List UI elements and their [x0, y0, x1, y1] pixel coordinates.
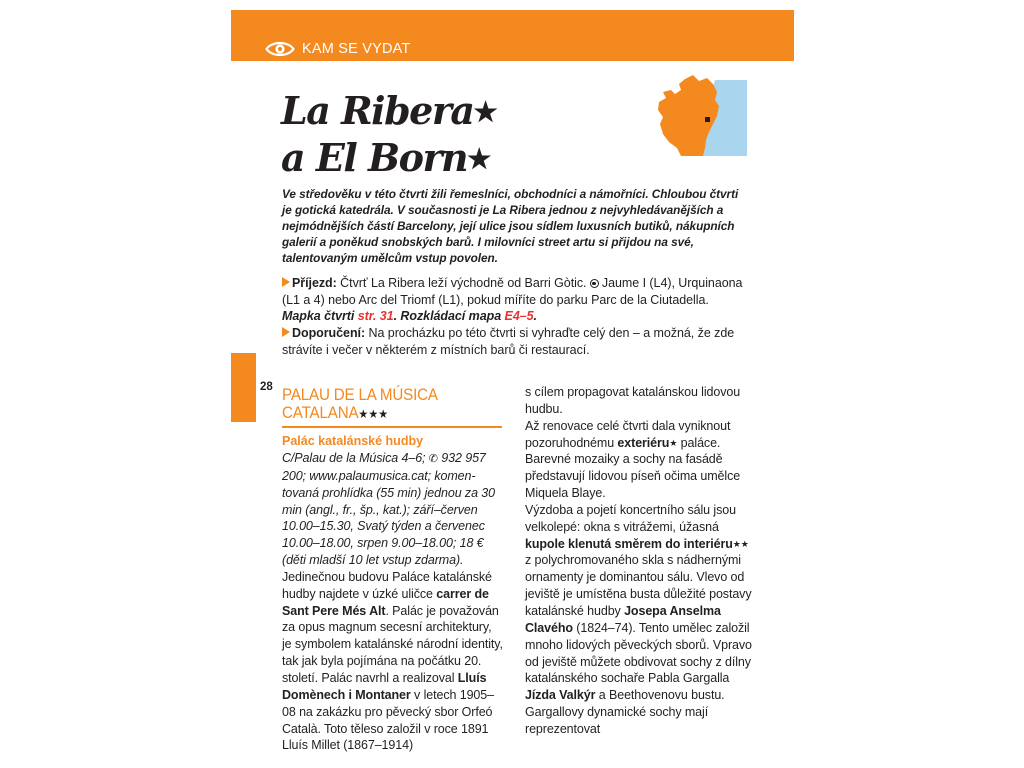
details-paragraph [282, 450, 504, 569]
map-reference [282, 308, 752, 325]
recommendation-text: Na procházku po této čtvrti si vyhraďte celý den – a možná, že zde strávíte i večer v některém z místních barů či restaurací. [282, 326, 735, 357]
locator-map [655, 72, 747, 156]
eye-icon [265, 40, 295, 58]
body-text-1: Jedinečnou budovu Paláce katalánské hudby najdete v úzké uličce [282, 569, 492, 601]
right-bold-dome: kupole klenutá směrem do interiéru [525, 536, 733, 551]
rating-stars-icon: ★★★ [358, 407, 389, 421]
right-paragraph-3 [525, 502, 755, 738]
right-paragraph-1: s cílem propagovat katalánskou lidovou hudbu. [525, 385, 741, 416]
map-label-3: . [533, 309, 537, 324]
title-star-icon: ★ [467, 144, 492, 175]
right-bold-clave: Josepa Anselma Clavého [525, 603, 721, 635]
title-star-icon: ★ [473, 97, 498, 128]
map-label-2: . Rozkládací mapa [393, 309, 505, 324]
right-text: Výzdoba a pojetí koncertního sálu jsou velkolepé: okna s vitrážemi, úžasná [525, 502, 736, 534]
right-text: a Beethovenovu bustu. Gargallovy dynamické sochy mají reprezentovat [525, 688, 725, 736]
arrival-paragraph [282, 275, 752, 308]
section-title-line-2: CATALANA [282, 404, 359, 422]
page-tab [231, 353, 256, 422]
body-text-2: . Palác je považován za opus magnum secesní architektury, je symbolem katalánské národní identity, tak jak byla pojímána na počátku 20. století. Palác navrhl a realizoval [282, 603, 503, 685]
body-bold-street: carrer de Sant Pere Més Alt [282, 586, 489, 618]
star-icon: ★ [669, 437, 678, 448]
right-column [525, 384, 755, 738]
star-icon: ★★ [732, 538, 749, 549]
page-number: 28 [260, 381, 273, 393]
body-paragraph [282, 569, 504, 754]
title-line-2: a El Born [281, 135, 468, 180]
arrival-label: Příjezd: [292, 276, 337, 290]
right-paragraph-2 [525, 418, 755, 502]
body-bold-architect: Lluís Domènech i Montaner [282, 670, 487, 702]
triangle-bullet-icon [282, 277, 290, 287]
recommendation-label: Doporučení: [292, 326, 366, 341]
triangle-bullet-icon [282, 327, 290, 337]
map-location-marker [705, 117, 710, 122]
contact-hours-text: 932 957 200; www.palaumusica.cat; komentovaná prohlídka (55 min) jednou za 30 min (angl., fr., šp., kat.); září–červen 10.00–15.30, Svatý týden a červenec 10.00–18.00, srpen 9.00–18.00; 18 € (děti mladší 10 let vstup zdarma). [282, 451, 496, 568]
intro-paragraph: Ve středověku v této čtvrti žili řemeslníci, obchodníci a námořníci. Chloubou čtvrti je gotická katedrála. V současnosti je La Ribera jednou z nejvyhledávanějších a nejmódnějších částí Barcelony, její ulice jsou sídlem luxusních butiků, nákupních galerií a poněkud snobských barů. I milovníci street artu si přijdou na své, talentovaným umělcům vstup povolen. [282, 187, 739, 265]
section-divider [282, 426, 502, 428]
section-subtitle: Palác katalánské hudby [282, 434, 424, 448]
right-text: Až renovace celé čtvrti dala vyniknout pozoruhodnému [525, 418, 731, 450]
map-label: Mapka čtvrti [282, 309, 358, 324]
recommendation-paragraph [282, 325, 752, 358]
map-link-page[interactable]: str. 31 [357, 309, 394, 324]
arrival-text-stations: Jaume I (L4), Urquinaona (L1 a 4) nebo Arc del Triomf (L1), pokud míříte do parku Parc de la Ciutadella. [282, 276, 743, 307]
arrival-text: Čtvrť La Ribera leží východně od Barri Gòtic. [336, 276, 590, 290]
info-block [282, 275, 752, 359]
right-text: z polychromovaného skla s nádhernými ornamenty je dominantou sálu. Vlevo od jeviště je umístěna busta důležité postavy katalánské hudby [525, 553, 752, 618]
section-title [282, 386, 503, 423]
right-bold-exterior: exteriéru [617, 435, 670, 450]
map-link-grid[interactable]: E4–5 [504, 309, 534, 324]
title-line-1: La Ribera [281, 88, 474, 133]
left-column [282, 386, 504, 754]
right-bold-valkyrie: Jízda Valkýr [525, 688, 596, 703]
right-text: (1824–74). Tento umělec založil mnoho lidových pěveckých sborů. Vpravo od jeviště můžete obdivovat sochy z dílny katalánského sochaře Pabla Gargalla [525, 620, 752, 686]
address-text: C/Palau de la Música 4–6; [282, 451, 429, 465]
section-header-label: KAM SE VYDAT [302, 41, 411, 57]
section-title-line-1: PALAU DE LA MÚSICA [282, 386, 438, 404]
body-text-3: v letech 1905–08 na zakázku pro pěvecký sbor Orfeó Català. Toto těleso založil v roce 1891 Lluís Millet (1867–1914) [282, 687, 494, 753]
phone-icon: ✆ [428, 453, 438, 465]
right-text: paláce. Barevné mozaiky a sochy na fasádě představují lidovou píseň očima umělce Miquela Blaye. [525, 435, 741, 501]
metro-icon [590, 279, 599, 288]
page-title [281, 88, 498, 182]
